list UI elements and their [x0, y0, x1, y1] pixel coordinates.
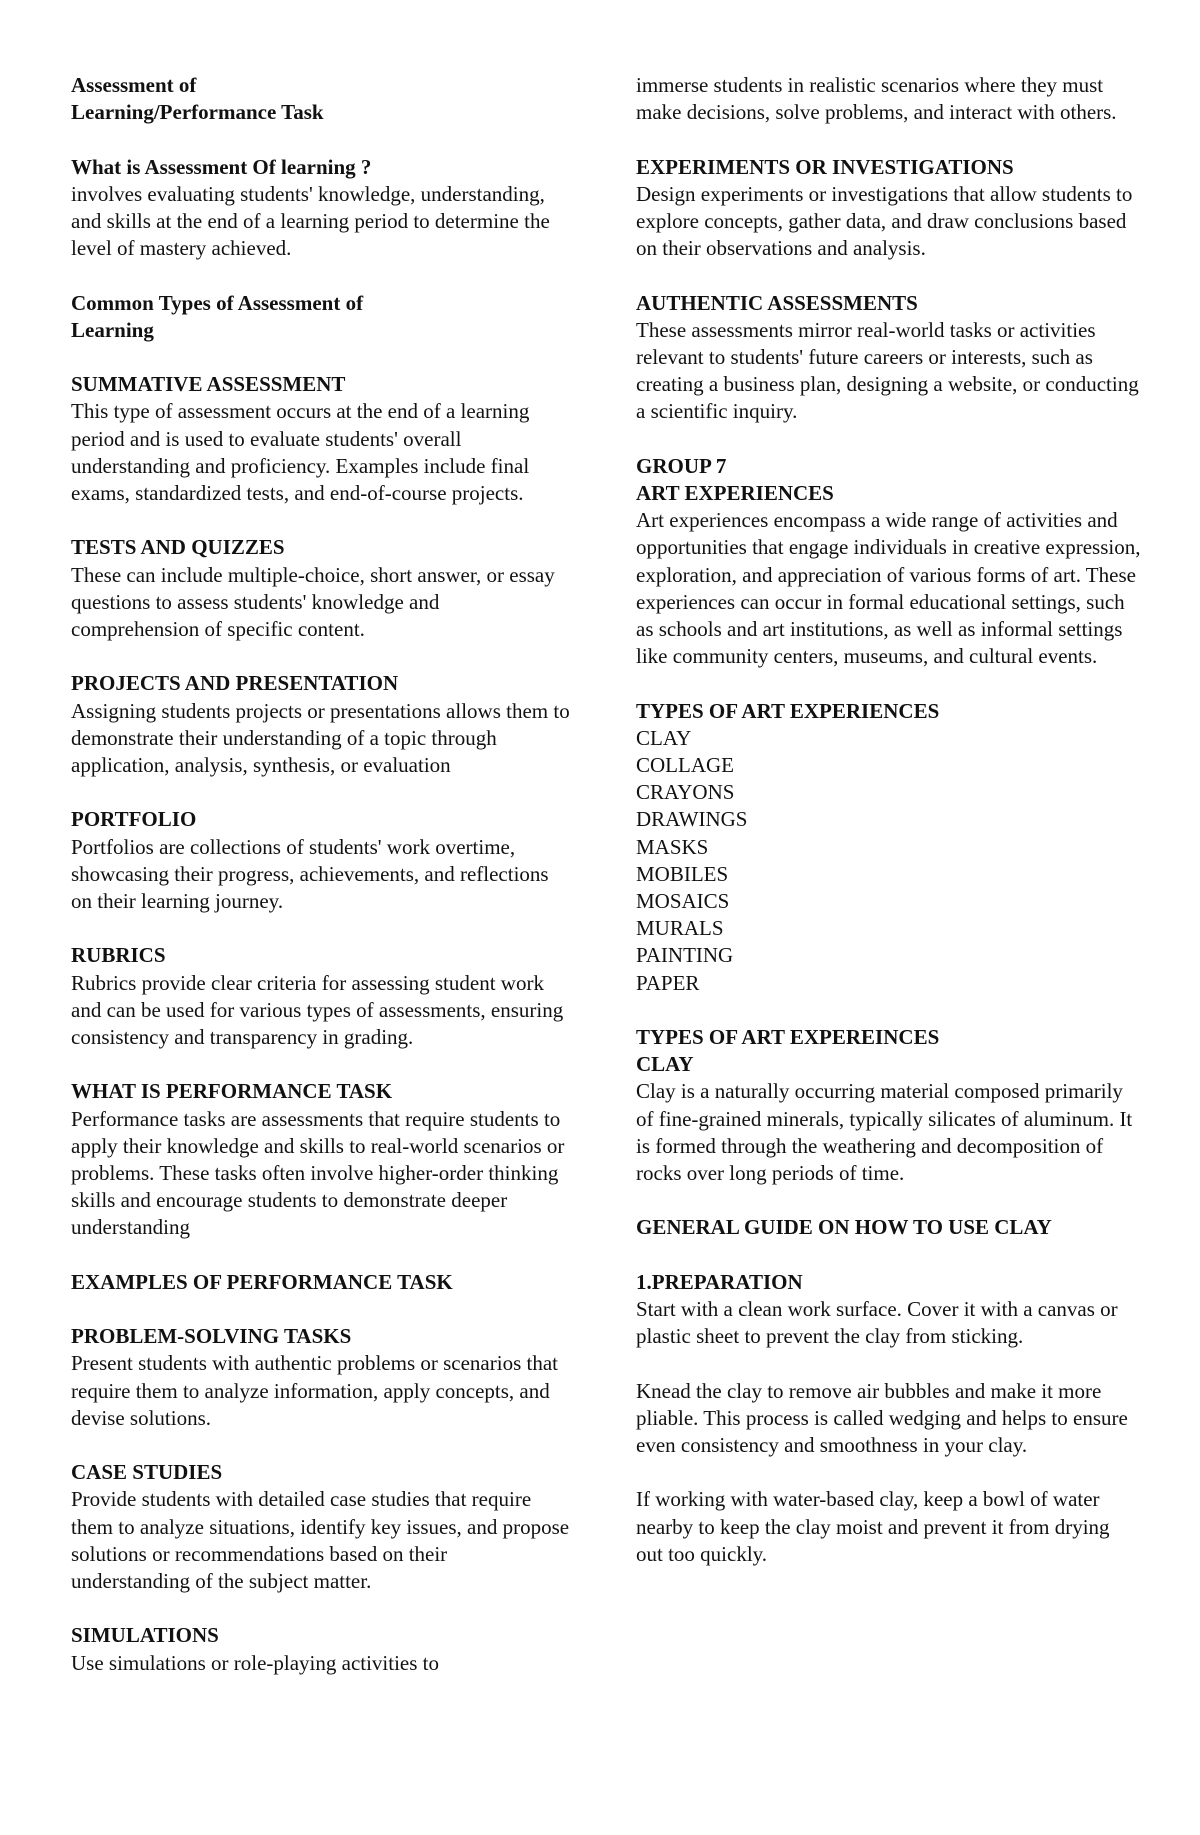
- clay-text: Clay is a naturally occurring material composed primarily of fine-grained minerals, typically silicates of aluminum. It is formed through the weathering and decomposition of rocks over long periods of time.: [636, 1079, 1133, 1186]
- types2-heading: TYPES OF ART EXPEREINCES: [636, 1025, 940, 1050]
- projects-heading: PROJECTS AND PRESENTATION: [71, 671, 399, 696]
- portfolio-text: Portfolios are collections of students' work overtime, showcasing their progress, achievements, and reflections on their learning journey.: [71, 834, 549, 913]
- case-heading: CASE STUDIES: [71, 1460, 223, 1485]
- list-item: DRAWINGS: [636, 807, 748, 832]
- common-types-heading: Common Types of Assessment of Learning: [71, 290, 364, 342]
- performance-text: Performance tasks are assessments that require students to apply their knowledge and skills to real-world scenarios or problems. These tasks often involve higher-order thinking skills and encourage students to demonstrate deeper understanding: [71, 1106, 565, 1240]
- performance-heading: WHAT IS PERFORMANCE TASK: [71, 1079, 393, 1104]
- list-item: PAINTING: [636, 943, 734, 968]
- left-column: [71, 72, 571, 1677]
- examples-heading: EXAMPLES OF PERFORMANCE TASK: [71, 1269, 453, 1294]
- art-experiences-heading: ART EXPERIENCES: [636, 481, 834, 505]
- problem-heading: PROBLEM-SOLVING TASKS: [71, 1324, 352, 1349]
- rubrics-text: Rubrics provide clear criteria for assessing student work and can be used for various types of assessments, ensuring consistency and transparency in grading.: [71, 970, 564, 1049]
- group-heading: GROUP 7: [636, 453, 727, 478]
- guide-heading: GENERAL GUIDE ON HOW TO USE CLAY: [636, 1215, 1052, 1240]
- list-item: MURALS: [636, 916, 724, 941]
- experiments-text: Design experiments or investigations that allow students to explore concepts, gather data, and draw conclusions based on their observations and analysis.: [636, 181, 1133, 261]
- experiments-heading: EXPERIMENTS OR INVESTIGATIONS: [636, 154, 1014, 179]
- list-item: MASKS: [636, 834, 709, 859]
- right-column: [636, 72, 1141, 1568]
- what-is-heading: What is Assessment Of learning ?: [71, 154, 372, 179]
- list-item: MOBILES: [636, 861, 729, 886]
- rubrics-heading: RUBRICS: [71, 943, 166, 968]
- authentic-heading: AUTHENTIC ASSESSMENTS: [636, 290, 918, 315]
- summative-heading: SUMMATIVE ASSESSMENT: [71, 372, 346, 397]
- simulations-heading: SIMULATIONS: [71, 1623, 219, 1648]
- list-item: CLAY: [636, 725, 692, 750]
- tests-heading: TESTS AND QUIZZES: [71, 535, 285, 560]
- summative-text: This type of assessment occurs at the end of a learning period and is used to evaluate students' overall understanding and proficiency. Examples include final exams, standardized tests, and end-of-course projects.: [71, 399, 530, 505]
- simulations-text: Use simulations or role-playing activities to: [71, 1650, 440, 1675]
- list-item: PAPER: [636, 970, 700, 995]
- list-item: MOSAICS: [636, 889, 730, 914]
- water-text: If working with water-based clay, keep a bowl of water nearby to keep the clay moist and prevent it from drying out too quickly.: [636, 1487, 1110, 1566]
- document-title: Assessment of Learning/Performance Task: [71, 73, 324, 125]
- tests-text: These can include multiple-choice, short answer, or essay questions to assess students' knowledge and comprehension of specific content.: [71, 562, 555, 641]
- list-item: CRAYONS: [636, 780, 735, 805]
- what-is-text: involves evaluating students' knowledge, understanding, and skills at the end of a learning period to determine the level of mastery achieved.: [71, 181, 550, 261]
- preparation-text: Start with a clean work surface. Cover it with a canvas or plastic sheet to prevent the clay from sticking.: [636, 1297, 1118, 1349]
- case-text: Provide students with detailed case studies that require them to analyze situations, identify key issues, and propose solutions or recommendations based on their understanding of the subject matter.: [71, 1487, 570, 1593]
- types-heading: TYPES OF ART EXPERIENCES: [636, 698, 940, 723]
- projects-text: Assigning students projects or presentations allows them to demonstrate their understanding of a topic through application, analysis, synthesis, or evaluation: [71, 698, 570, 777]
- clay-heading: CLAY: [636, 1052, 694, 1077]
- portfolio-heading: PORTFOLIO: [71, 807, 197, 832]
- authentic-text: These assessments mirror real-world tasks or activities relevant to students' future careers or interests, such as creating a business plan, designing a website, or conducting a scientific inquiry.: [636, 317, 1139, 424]
- knead-text: Knead the clay to remove air bubbles and make it more pliable. This process is called wedging and helps to ensure even consistency and smoothness in your clay.: [636, 1378, 1128, 1458]
- list-item: COLLAGE: [636, 753, 734, 778]
- simulations-continued: immerse students in realistic scenarios where they must make decisions, solve problems, and interact with others.: [636, 73, 1117, 125]
- art-experiences-text: Art experiences encompass a wide range of activities and opportunities that engage individuals in creative expression, exploration, and appreciation of various forms of art. These experiences can occur in formal educational settings, such as schools and art institutions, as well as informal settings like community centers, museums, and cultural events.: [636, 508, 1141, 669]
- types-list: [636, 725, 1141, 997]
- problem-text: Present students with authentic problems or scenarios that require them to analyze information, apply concepts, and devise solutions.: [71, 1351, 558, 1430]
- preparation-heading: 1.PREPARATION: [636, 1269, 803, 1294]
